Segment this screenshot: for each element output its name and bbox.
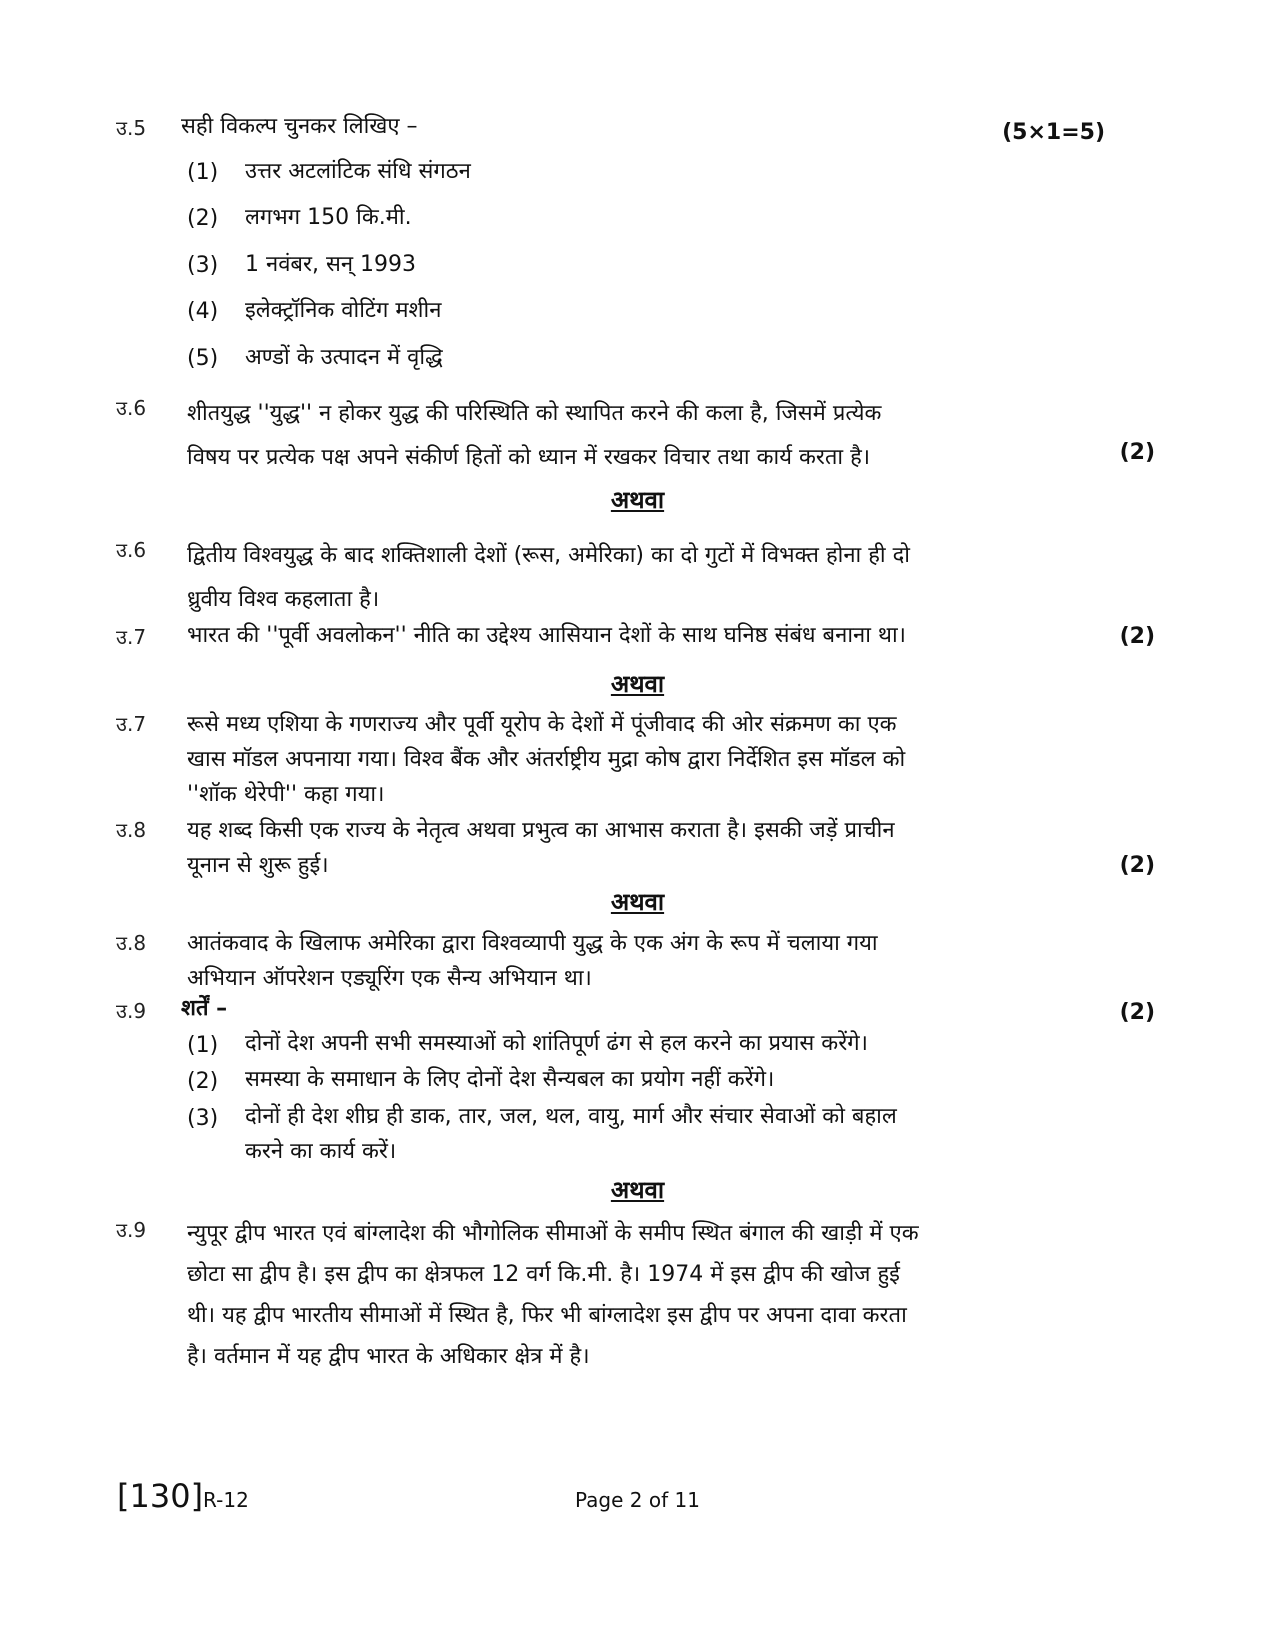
marks-label: (2) — [1119, 1000, 1155, 1025]
answer-line: भारत की ''पूर्वी अवलोकन'' नीति का उद्देश्य आसियान देशों के साथ घनिष्ठ संबंध बनाना था। — [187, 623, 907, 648]
marks-label: (2) — [1119, 440, 1155, 465]
answer-line: छोटा सा द्वीप है। इस द्वीप का क्षेत्रफल 12 वर्ग कि.मी. है। 1974 में इस द्वीप की खोज हुई — [187, 1262, 900, 1287]
or-heading: अथवा — [610, 670, 665, 698]
answer-line: न्युपूर द्वीप भारत एवं बांग्लादेश की भौगोलिक सीमाओं के समीप स्थित बंगाल की खाड़ी में एक — [187, 1221, 919, 1246]
question-number: उ.9 — [116, 1218, 147, 1242]
marks-label: (2) — [1119, 624, 1155, 649]
question-number: उ.8 — [116, 931, 147, 955]
question-number: उ.8 — [116, 818, 147, 842]
or-heading: अथवा — [610, 888, 665, 916]
marks-label: (2) — [1119, 853, 1155, 878]
answer-paragraph — [187, 926, 1045, 996]
answer-paragraph — [187, 392, 1045, 480]
answer-paragraph — [187, 1213, 1045, 1377]
condition-text: करने का कार्य करें। — [245, 1139, 397, 1164]
question-title: शर्तें – — [181, 996, 228, 1021]
option-text: इलेक्ट्रॉनिक वोटिंग मशीन — [245, 298, 442, 323]
option-number: (2) — [187, 206, 219, 231]
question-title: सही विकल्प चुनकर लिखिए – — [181, 114, 418, 139]
option-number: (5) — [187, 346, 219, 371]
answer-line: ध्रुवीय विश्व कहलाता है। — [187, 587, 380, 612]
question-number: उ.9 — [116, 999, 147, 1023]
answer-paragraph — [187, 707, 1045, 812]
option-text: 1 नवंबर, सन् 1993 — [245, 252, 417, 277]
paper-code-suffix: R-12 — [203, 1488, 249, 1512]
answer-line: रूसे मध्य एशिया के गणराज्य और पूर्वी यूरोप के देशों में पूंजीवाद की ओर संक्रमण का एक — [187, 712, 897, 737]
answer-paragraph — [187, 534, 1045, 622]
option-text: लगभग 150 कि.मी. — [245, 205, 412, 230]
option-text: उत्तर अटलांटिक संधि संगठन — [245, 159, 471, 184]
condition-text: समस्या के समाधान के लिए दोनों देश सैन्यबल का प्रयोग नहीं करेंगे। — [245, 1067, 775, 1092]
answer-line: विषय पर प्रत्येक पक्ष अपने संकीर्ण हितों को ध्यान में रखकर विचार तथा कार्य करता है। — [187, 445, 871, 470]
page-number: Page 2 of 11 — [575, 1488, 700, 1512]
answer-line: है। वर्तमान में यह द्वीप भारत के अधिकार क्षेत्र में है। — [187, 1344, 590, 1369]
condition-number: (2) — [187, 1069, 219, 1094]
condition-text: दोनों देश अपनी सभी समस्याओं को शांतिपूर्ण ढंग से हल करने का प्रयास करेंगे। — [245, 1031, 868, 1056]
answer-line: यूनान से शुरू हुई। — [187, 853, 329, 878]
or-heading: अथवा — [610, 1176, 665, 1204]
question-number: उ.6 — [116, 396, 147, 420]
marks-label: (5×1=5) — [1002, 120, 1105, 145]
option-number: (1) — [187, 160, 219, 185]
answer-paragraph — [187, 621, 1045, 651]
answer-line: ''शॉक थेरेपी'' कहा गया। — [187, 782, 385, 807]
option-number: (3) — [187, 253, 219, 278]
option-number: (4) — [187, 299, 219, 324]
answer-paragraph — [187, 813, 1045, 883]
condition-number: (3) — [187, 1106, 219, 1131]
condition-number: (1) — [187, 1033, 219, 1058]
paper-code-number: [130] — [117, 1477, 204, 1515]
answer-line: थी। यह द्वीप भारतीय सीमाओं में स्थित है, फिर भी बांग्लादेश इस द्वीप पर अपना दावा करता — [187, 1303, 907, 1328]
question-number: उ.6 — [116, 538, 147, 562]
question-number: उ.7 — [116, 712, 147, 736]
answer-line: शीतयुद्ध ''युद्ध'' न होकर युद्ध की परिस्थिति को स्थापित करने की कला है, जिसमें प्रत्येक — [187, 401, 882, 426]
answer-line: खास मॉडल अपनाया गया। विश्व बैंक और अंतर्राष्ट्रीय मुद्रा कोष द्वारा निर्देशित इस मॉडल को — [187, 747, 906, 772]
condition-text: दोनों ही देश शीघ्र ही डाक, तार, जल, थल, वायु, मार्ग और संचार सेवाओं को बहाल — [245, 1104, 897, 1129]
question-number: उ.5 — [116, 116, 147, 140]
question-number: उ.7 — [116, 625, 147, 649]
answer-line: आतंकवाद के खिलाफ अमेरिका द्वारा विश्वव्यापी युद्ध के एक अंग के रूप में चलाया गया — [187, 931, 878, 956]
answer-line: अभियान ऑपरेशन एड्यूरिंग एक सैन्य अभियान था। — [187, 966, 592, 991]
or-heading: अथवा — [610, 486, 665, 514]
answer-line: द्वितीय विश्वयुद्ध के बाद शक्तिशाली देशों (रूस, अमेरिका) का दो गुटों में विभक्त होना ही दो — [187, 543, 910, 568]
answer-line: यह शब्द किसी एक राज्य के नेतृत्व अथवा प्रभुत्व का आभास कराता है। इसकी जड़ें प्राचीन — [187, 818, 895, 843]
option-text: अण्डों के उत्पादन में वृद्धि — [245, 345, 443, 370]
